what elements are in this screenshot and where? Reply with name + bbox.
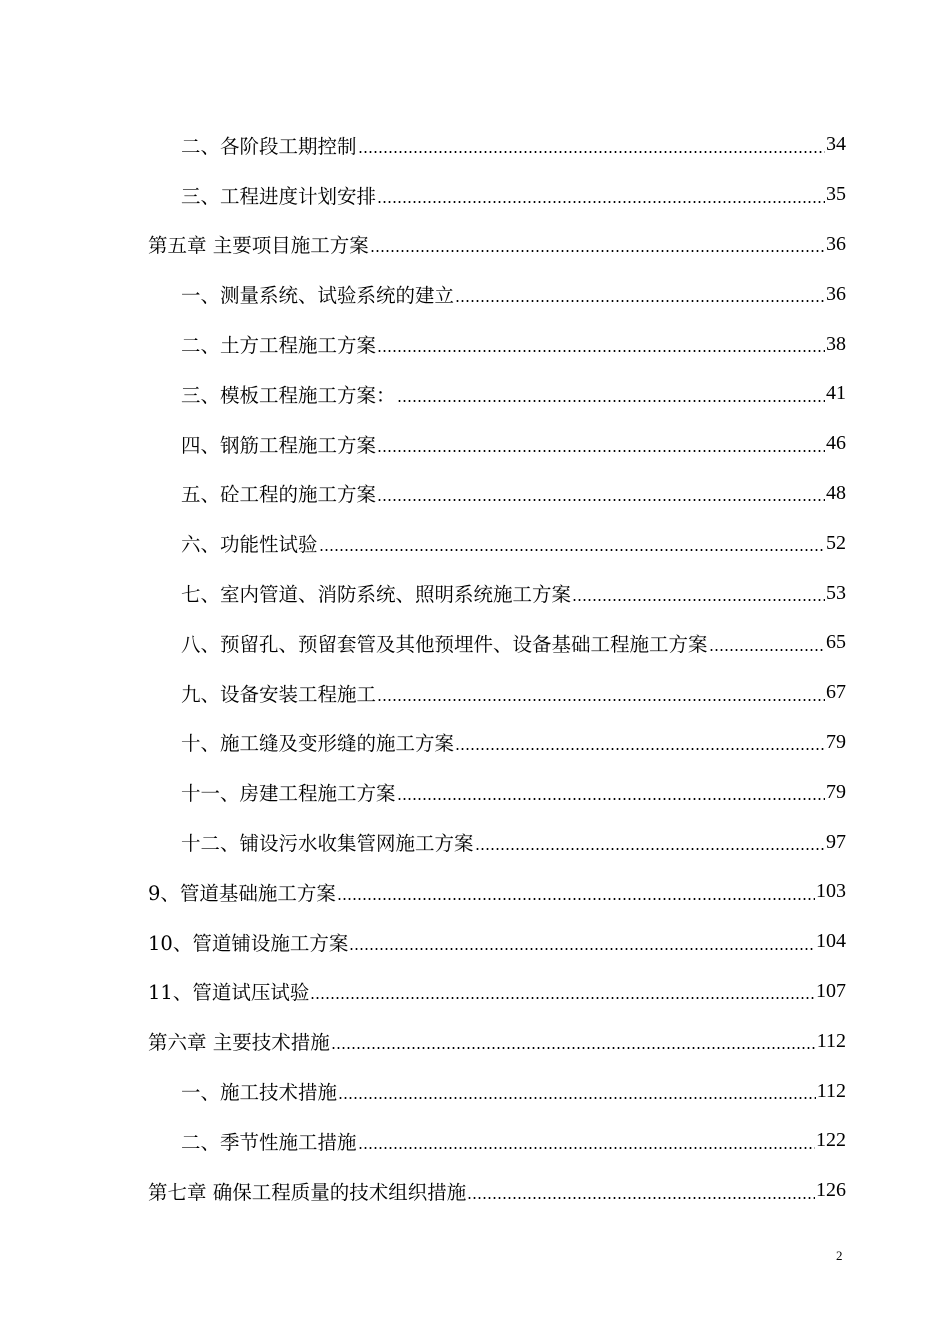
toc-entry-label: 五、砼工程的施工方案 — [181, 483, 377, 507]
toc-entry-label: 十、施工缝及变形缝的施工方案 — [181, 732, 455, 756]
toc-entry[interactable] — [148, 518, 846, 568]
toc-entry-label: 二、各阶段工期控制 — [181, 134, 357, 158]
toc-entry-label: 三、工程进度计划安排 — [181, 184, 377, 208]
toc-entry[interactable] — [148, 917, 846, 967]
toc-entry-page: 38 — [826, 332, 846, 355]
toc-leader-dots — [377, 350, 825, 352]
toc-entry-page: 112 — [816, 1029, 846, 1052]
toc-entry-page: 79 — [826, 780, 846, 803]
toc-entry[interactable] — [148, 618, 846, 668]
toc-entry-page: 104 — [816, 930, 846, 953]
toc-entry-page: 46 — [826, 432, 846, 455]
toc-leader-dots — [319, 549, 825, 551]
toc-entry-label: 二、季节性施工措施 — [181, 1130, 357, 1154]
toc-entry-page: 103 — [816, 880, 846, 903]
toc-entry[interactable] — [148, 1016, 846, 1066]
toc-entry-page: 79 — [826, 730, 846, 753]
toc-entry[interactable] — [148, 1116, 846, 1166]
toc-entry[interactable] — [148, 469, 846, 519]
toc-entry[interactable] — [148, 767, 846, 817]
toc-entry-page: 35 — [826, 183, 846, 206]
toc-leader-dots — [338, 1097, 816, 1099]
toc-entry-label: 一、测量系统、试验系统的建立 — [181, 284, 455, 308]
toc-entry[interactable] — [148, 568, 846, 618]
toc-entry-label: 十一、房建工程施工方案 — [181, 782, 396, 806]
toc-entry-label: 一、施工技术措施 — [181, 1081, 338, 1105]
toc-leader-dots — [572, 599, 825, 601]
toc-entry-page: 126 — [816, 1179, 846, 1202]
toc-leader-dots — [397, 798, 825, 800]
toc-entry[interactable] — [148, 120, 846, 170]
toc-leader-dots — [455, 748, 825, 750]
toc-entry[interactable] — [148, 718, 846, 768]
toc-leader-dots — [370, 250, 825, 252]
toc-entry-page: 36 — [826, 282, 846, 305]
toc-leader-dots — [455, 300, 825, 302]
toc-entry-label: 八、预留孔、预留套管及其他预埋件、设备基础工程施工方案 — [181, 632, 708, 656]
toc-entry-page: 122 — [816, 1129, 846, 1152]
toc-entry-label: 十二、铺设污水收集管网施工方案 — [181, 832, 474, 856]
toc-entry[interactable] — [148, 220, 846, 270]
toc-entry[interactable] — [148, 269, 846, 319]
toc-entry-page: 65 — [826, 631, 846, 654]
toc-leader-dots — [377, 499, 825, 501]
toc-entry-page: 41 — [826, 382, 846, 405]
toc-entry[interactable] — [148, 369, 846, 419]
toc-entry-page: 36 — [826, 232, 846, 255]
toc-entry[interactable] — [148, 867, 846, 917]
toc-entry-label: 第六章 主要技术措施 — [148, 1031, 330, 1055]
toc-entry-page: 48 — [826, 481, 846, 504]
toc-leader-dots — [377, 699, 825, 701]
toc-entry-label: 11、管道试压试验 — [148, 981, 310, 1005]
toc-entry-page: 53 — [826, 581, 846, 604]
toc-entry-label: 9、管道基础施工方案 — [148, 881, 336, 905]
toc-entry[interactable] — [148, 419, 846, 469]
toc-leader-dots — [709, 649, 825, 651]
toc-entry[interactable] — [148, 1166, 846, 1216]
toc-leader-dots — [349, 948, 815, 950]
toc-entry[interactable] — [148, 170, 846, 220]
toc-entry-page: 107 — [816, 979, 846, 1002]
toc-entry[interactable] — [148, 668, 846, 718]
toc-leader-dots — [358, 151, 825, 153]
toc-entry-label: 七、室内管道、消防系统、照明系统施工方案 — [181, 583, 572, 607]
toc-leader-dots — [310, 997, 815, 999]
page-number: 2 — [836, 1248, 843, 1263]
toc-entry[interactable] — [148, 817, 846, 867]
toc-entry[interactable] — [148, 967, 846, 1017]
toc-entry-page: 67 — [826, 681, 846, 704]
toc-entry[interactable] — [148, 1066, 846, 1116]
toc-leader-dots — [467, 1197, 815, 1199]
toc-leader-dots — [377, 201, 825, 203]
toc-leader-dots — [475, 848, 825, 850]
toc-entry-label: 四、钢筋工程施工方案 — [181, 433, 377, 457]
toc-leader-dots — [397, 400, 825, 402]
toc-entry-label: 九、设备安装工程施工 — [181, 682, 377, 706]
toc-entry[interactable] — [148, 319, 846, 369]
toc-entry-page: 52 — [826, 531, 846, 554]
toc-leader-dots — [377, 450, 825, 452]
toc-leader-dots — [358, 1147, 815, 1149]
toc-entry-label: 三、模板工程施工方案： — [181, 383, 396, 407]
toc-leader-dots — [337, 898, 815, 900]
toc-entry-page: 112 — [816, 1079, 846, 1102]
toc-entry-page: 34 — [826, 133, 846, 156]
toc-entry-label: 二、土方工程施工方案 — [181, 334, 377, 358]
toc-entry-label: 六、功能性试验 — [181, 533, 318, 557]
toc-entry-label: 第七章 确保工程质量的技术组织措施 — [148, 1180, 467, 1204]
toc-entry-label: 10、管道铺设施工方案 — [148, 931, 349, 955]
toc-entry-label: 第五章 主要项目施工方案 — [148, 234, 369, 258]
toc-leader-dots — [331, 1047, 816, 1049]
toc-entry-page: 97 — [826, 830, 846, 853]
table-of-contents — [148, 120, 846, 1216]
